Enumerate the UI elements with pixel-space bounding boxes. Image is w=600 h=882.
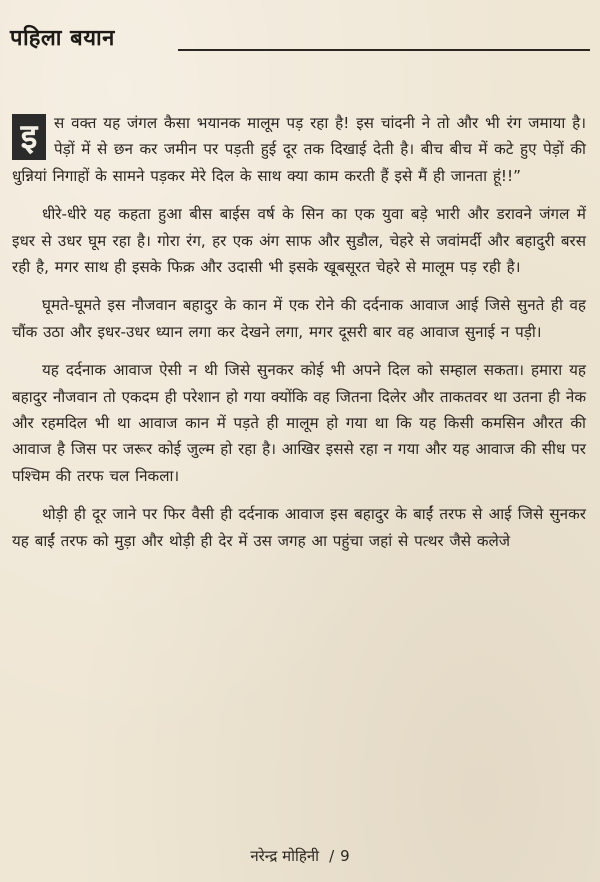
chapter-heading bbox=[10, 22, 590, 56]
title-underline bbox=[178, 49, 590, 51]
paragraph-2: धीरे-धीरे यह कहता हुआ बीस बाईस वर्ष के सिन का एक युवा बड़े भारी और डरावने जंगल में इधर से उधर घूम रहा है। गोरा रंग, हर एक अंग साफ और सुडौल, चेहरे से जवांमर्दी और बहादुरी बरस रही है, मगर साथ ही इसके फिक्र और उदासी भी इसके खूबसूरत चेहरे से मालूम पड़ रही है। bbox=[12, 205, 586, 277]
paragraph-4: यह दर्दनाक आवाज ऐसी न थी जिसे सुनकर कोई भी अपने दिल को सम्हाल सकता। हमारा यह बहादुर नौजवान तो एकदम ही परेशान हो गया क्योंकि वह जितना दिलेर और ताकतवर था उतना ही नेक और रहमदिल भी था आवाज कान में पड़ते ही मालूम हो गया था कि यह किसी कमसिन औरत की आवाज है जिस पर जरूर कोई जुल्म हो रहा है। आखिर इससे रहा न गया और यह आवाज की सीध पर पश्चिम की तरफ चल निकला। bbox=[12, 361, 586, 485]
page-footer bbox=[0, 846, 600, 866]
footer-book-title: नरेन्द्र मोहिनी bbox=[250, 847, 320, 865]
footer-separator: / bbox=[329, 847, 335, 865]
paragraph-5: थोड़ी ही दूर जाने पर फिर वैसी ही दर्दनाक आवाज इस बहादुर के बाईं तरफ से आई जिसे सुनकर यह बाईं तरफ को मुड़ा और थोड़ी ही देर में उस जगह आ पहुंचा जहां से पत्थर जैसे कलेजे bbox=[12, 505, 586, 550]
chapter-title: पहिला बयान bbox=[10, 26, 115, 51]
paragraph-1 bbox=[12, 110, 586, 189]
paragraph-3: घूमते-घूमते इस नौजवान बहादुर के कान में एक रोने की दर्दनाक आवाज आई जिसे सुनते ही वह चौंक उठा और इधर-उधर ध्यान लगा कर देखने लगा, मगर दूसरी बार वह आवाज सुनाई न पड़ी। bbox=[12, 296, 586, 341]
drop-cap: इ bbox=[12, 114, 46, 160]
paragraph-1-text: स वक्त यह जंगल कैसा भयानक मालूम पड़ रहा है! इस चांदनी ने तो और भी रंग जमाया है। पेड़ों में से छन कर जमीन पर पड़ती हुई दूर तक दिखाई देती है। बीच बीच में कटे हुए पेड़ों की धुन्नियां निगाहों के सामने पड़कर मेरे दिल के साथ क्या काम करती हैं इसे मैं ही जानता हूं!!” bbox=[12, 114, 586, 185]
chapter-body bbox=[12, 110, 586, 566]
page-number: 9 bbox=[340, 847, 350, 865]
